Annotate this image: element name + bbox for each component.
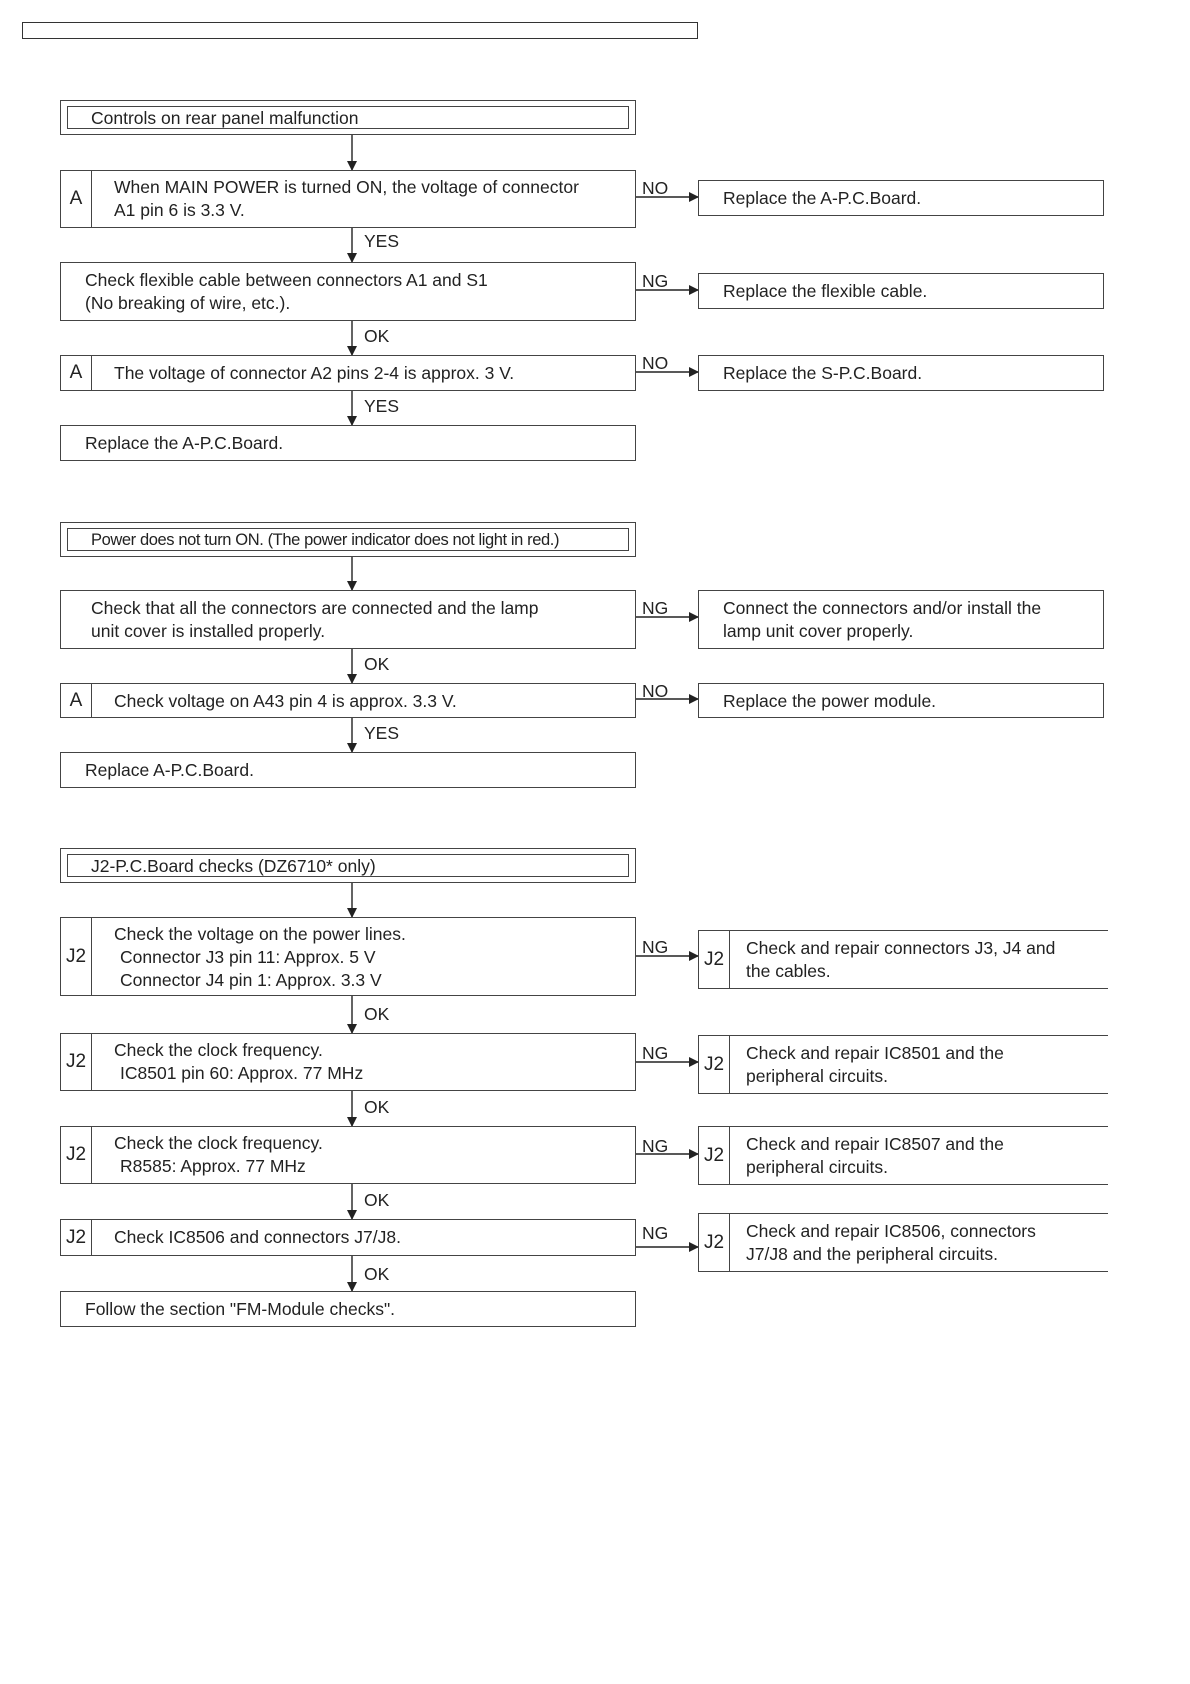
branch-label-ok: OK <box>364 1004 390 1024</box>
end-text: Follow the section "FM-Module checks". <box>85 1299 396 1319</box>
step-text: IC8501 pin 60: Approx. 77 MHz <box>120 1063 364 1083</box>
branch-label-ok: OK <box>364 654 390 674</box>
branch-label-ng: NG <box>642 1043 669 1063</box>
step-text: Check flexible cable between connectors A1 and S1 <box>85 270 488 290</box>
step-text: Check the clock frequency. <box>114 1040 323 1060</box>
branch-label-ok: OK <box>364 326 390 346</box>
branch-label-no: NO <box>642 681 669 701</box>
action-tag: J2 <box>699 1214 730 1271</box>
flow2-step1-ng-action <box>698 590 1104 649</box>
flow1-step1-box <box>60 170 636 228</box>
flow3-step3-ng-action <box>698 1126 1108 1185</box>
flow1-title-box <box>60 100 636 135</box>
step-text: Check voltage on A43 pin 4 is approx. 3.3 V. <box>114 691 457 711</box>
branch-label-yes: YES <box>364 231 400 251</box>
flow1-step3-box <box>60 355 636 391</box>
step-text: The voltage of connector A2 pins 2-4 is approx. 3 V. <box>114 363 515 383</box>
step-text: When MAIN POWER is turned ON, the voltage of connector <box>114 177 579 197</box>
action-text: Check and repair connectors J3, J4 and <box>746 938 1056 958</box>
step-text: Connector J3 pin 11: Approx. 5 V <box>120 947 376 967</box>
step-tag: A <box>61 684 92 717</box>
branch-label-ng: NG <box>642 271 669 291</box>
flow2-end-box <box>60 752 636 788</box>
action-text: peripheral circuits. <box>746 1157 888 1177</box>
flow2-step1-box <box>60 590 636 649</box>
action-text: Replace the power module. <box>723 691 937 711</box>
step-text: Check that all the connectors are connected and the lamp <box>91 598 539 618</box>
step-tag: J2 <box>61 1220 92 1255</box>
branch-label-yes: YES <box>364 723 400 743</box>
flow3-title: J2-P.C.Board checks (DZ6710* only) <box>91 856 376 876</box>
step-text: unit cover is installed properly. <box>91 621 326 641</box>
flow3-step1-box <box>60 917 636 996</box>
step-tag: A <box>61 356 92 390</box>
flow2-step2-no-action <box>698 683 1104 718</box>
flow1-step2-ng-action <box>698 273 1104 309</box>
step-text: A1 pin 6 is 3.3 V. <box>114 200 245 220</box>
flow1-title: Controls on rear panel malfunction <box>91 108 359 128</box>
flow3-step2-box <box>60 1033 636 1091</box>
action-tag: J2 <box>699 931 730 988</box>
flow3-step1-ng-action <box>698 930 1108 989</box>
branch-label-ng: NG <box>642 1136 669 1156</box>
step-tag: A <box>61 171 92 227</box>
step-tag: J2 <box>61 1127 92 1183</box>
action-text: peripheral circuits. <box>746 1066 888 1086</box>
step-text: Check IC8506 and connectors J7/J8. <box>114 1227 401 1247</box>
end-text: Replace the A-P.C.Board. <box>85 433 284 453</box>
step-text: R8585: Approx. 77 MHz <box>120 1156 306 1176</box>
action-text: J7/J8 and the peripheral circuits. <box>746 1244 998 1264</box>
action-text: Replace the A-P.C.Board. <box>723 188 922 208</box>
flow1-step1-no-action <box>698 180 1104 216</box>
branch-label-yes: YES <box>364 396 400 416</box>
flow3-step3-box <box>60 1126 636 1184</box>
branch-label-ng: NG <box>642 598 669 618</box>
action-text: Check and repair IC8507 and the <box>746 1134 1004 1154</box>
action-tag: J2 <box>699 1036 730 1093</box>
step-text: Connector J4 pin 1: Approx. 3.3 V <box>120 970 382 990</box>
step-text: Check the voltage on the power lines. <box>114 924 406 944</box>
flow2-step2-box <box>60 683 636 718</box>
action-text: Connect the connectors and/or install the <box>723 598 1042 618</box>
step-tag: J2 <box>61 918 92 995</box>
end-text: Replace A-P.C.Board. <box>85 760 254 780</box>
flow1-end-box <box>60 425 636 461</box>
branch-label-no: NO <box>642 178 669 198</box>
branch-label-ok: OK <box>364 1190 390 1210</box>
branch-label-no: NO <box>642 353 669 373</box>
action-text: the cables. <box>746 961 831 981</box>
branch-label-ng: NG <box>642 937 669 957</box>
flow3-step4-box <box>60 1219 636 1256</box>
action-text: Check and repair IC8506, connectors <box>746 1221 1036 1241</box>
flow2-title-box <box>60 522 636 557</box>
flow3-end-box <box>60 1291 636 1327</box>
branch-label-ok: OK <box>364 1097 390 1117</box>
flow3-step2-ng-action <box>698 1035 1108 1094</box>
flow3-title-box <box>60 848 636 883</box>
branch-label-ng: NG <box>642 1223 669 1243</box>
action-text: lamp unit cover properly. <box>723 621 914 641</box>
flow2-title: Power does not turn ON. (The power indicator does not light in red.) <box>91 531 560 549</box>
action-tag: J2 <box>699 1127 730 1184</box>
step-text: (No breaking of wire, etc.). <box>85 293 291 313</box>
flow1-step3-no-action <box>698 355 1104 391</box>
step-tag: J2 <box>61 1034 92 1090</box>
action-text: Replace the S-P.C.Board. <box>723 363 923 383</box>
action-text: Check and repair IC8501 and the <box>746 1043 1004 1063</box>
flow1-step2-box <box>60 262 636 321</box>
step-text: Check the clock frequency. <box>114 1133 323 1153</box>
flow3-step4-ng-action <box>698 1213 1108 1272</box>
action-text: Replace the flexible cable. <box>723 281 928 301</box>
branch-label-ok: OK <box>364 1264 390 1284</box>
